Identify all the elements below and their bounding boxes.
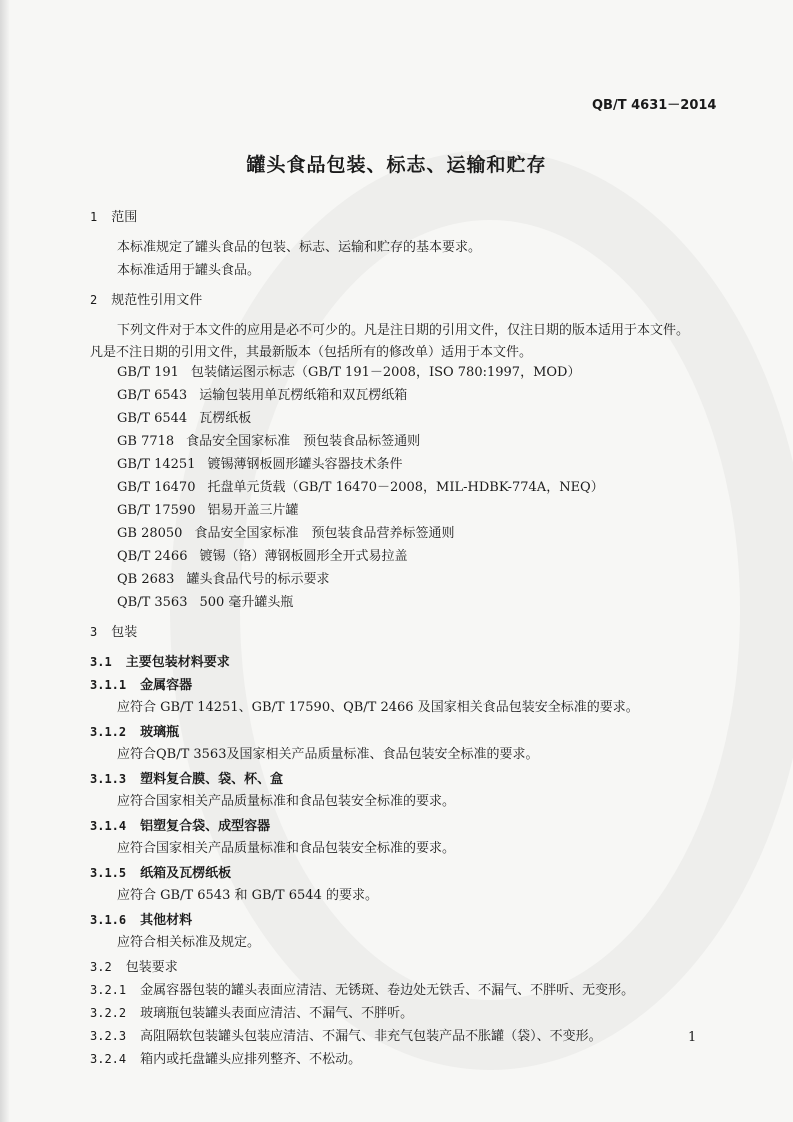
ref-title: 食品安全国家标准 预包装食品标签通则 xyxy=(186,434,421,449)
subsection-heading xyxy=(90,957,178,978)
subsection-title: 塑料复合膜、袋、杯、盒 xyxy=(140,772,284,787)
subsection-heading xyxy=(90,675,192,696)
ref-code: GB/T 6544 xyxy=(117,411,188,426)
section-number: 3 xyxy=(90,625,98,639)
reference-item xyxy=(117,409,251,429)
clause-text: 金属容器包装的罐头表面应清洁、无锈斑、卷边处无铁舌、不漏气、不胖听、无变形。 xyxy=(140,983,635,998)
section-number: 1 xyxy=(90,210,98,224)
clause-number: 3.2.3 xyxy=(90,1029,127,1043)
paragraph: 凡是不注日期的引用文件，其最新版本（包括所有的修改单）适用于本文件。 xyxy=(90,345,533,360)
paragraph: 应符合 GB/T 14251、GB/T 17590、QB/T 2466 及国家相关食品包装安全标准的要求。 xyxy=(117,700,639,715)
paragraph: 应符合国家相关产品质量标准和食品包装安全标准的要求。 xyxy=(117,841,456,856)
page-number: 1 xyxy=(688,1030,697,1045)
subsection-heading xyxy=(90,863,231,884)
reference-item xyxy=(117,524,454,544)
ref-code: GB/T 191 xyxy=(117,365,179,380)
ref-title: 铝易开盖三片罐 xyxy=(207,503,299,518)
reference-item xyxy=(117,593,293,613)
reference-item xyxy=(117,386,407,406)
subsection-title: 其他材料 xyxy=(140,913,193,928)
ref-code: GB/T 6543 xyxy=(117,388,188,403)
clause xyxy=(90,980,634,1001)
document-title: 罐头食品包装、标志、运输和贮存 xyxy=(246,154,547,176)
clause xyxy=(90,1003,413,1024)
subsection-number: 3.1.5 xyxy=(90,866,127,880)
ref-title: 镀锡（铬）薄钢板圆形全开式易拉盖 xyxy=(199,549,408,564)
ref-code: QB/T 2466 xyxy=(117,549,188,564)
clause-number: 3.2.1 xyxy=(90,983,127,997)
subsection-title: 铝塑复合袋、成型容器 xyxy=(140,819,271,834)
ref-code: GB/T 17590 xyxy=(117,503,196,518)
clause-text: 箱内或托盘罐头应排列整齐、不松动。 xyxy=(140,1052,362,1067)
reference-item xyxy=(117,432,420,452)
section-title: 包装 xyxy=(111,625,138,640)
standard-code: QB/T 4631－2014 xyxy=(592,98,717,113)
paragraph: 本标准适用于罐头食品。 xyxy=(117,263,261,278)
ref-title: 包装储运图示标志（GB/T 191－2008，ISO 780:1997，MOD） xyxy=(190,365,581,380)
ref-title: 食品安全国家标准 预包装食品营养标签通则 xyxy=(194,526,455,541)
ref-code: GB/T 14251 xyxy=(117,457,196,472)
ref-title: 托盘单元货载（GB/T 16470－2008，MIL-HDBK-774A，NEQ） xyxy=(207,480,604,495)
paragraph: 应符合国家相关产品质量标准和食品包装安全标准的要求。 xyxy=(117,794,456,809)
reference-item xyxy=(117,455,403,475)
section-title: 范围 xyxy=(111,210,138,225)
subsection-title: 包装要求 xyxy=(125,960,178,975)
subsection-title: 主要包装材料要求 xyxy=(125,655,230,670)
ref-title: 500 毫升罐头瓶 xyxy=(199,595,294,610)
reference-item xyxy=(117,363,580,383)
clause-text: 高阻隔软包装罐头包装应清洁、不漏气、非充气包装产品不胀罐（袋）、不变形。 xyxy=(140,1029,602,1044)
subsection-heading xyxy=(90,910,192,931)
subsection-number: 3.1.4 xyxy=(90,819,127,833)
reference-item xyxy=(117,570,329,590)
subsection-title: 金属容器 xyxy=(140,678,193,693)
paragraph: 应符合 GB/T 6543 和 GB/T 6544 的要求。 xyxy=(117,888,378,903)
ref-code: QB 2683 xyxy=(117,572,175,587)
ref-title: 罐头食品代号的标示要求 xyxy=(186,572,330,587)
clause-number: 3.2.4 xyxy=(90,1052,127,1066)
paragraph: 下列文件对于本文件的应用是必不可少的。凡是注日期的引用文件，仅注日期的版本适用于本文件。 xyxy=(117,323,690,338)
section-3-heading xyxy=(90,622,137,643)
reference-item xyxy=(117,501,299,521)
subsection-title: 纸箱及瓦楞纸板 xyxy=(140,866,232,881)
subsection-number: 3.1.1 xyxy=(90,678,127,692)
paragraph: 应符合QB/T 3563及国家相关产品质量标准、食品包装安全标准的要求。 xyxy=(117,747,539,762)
subsection-number: 3.1.6 xyxy=(90,913,127,927)
subsection-title: 玻璃瓶 xyxy=(140,725,180,740)
section-2-heading xyxy=(90,290,202,311)
subsection-number: 3.1 xyxy=(90,655,112,669)
clause xyxy=(90,1026,602,1047)
clause-text: 玻璃瓶包装罐头表面应清洁、不漏气、不胖听。 xyxy=(140,1006,414,1021)
ref-code: GB 7718 xyxy=(117,434,175,449)
reference-item xyxy=(117,547,408,567)
subsection-number: 3.1.2 xyxy=(90,725,127,739)
subsection-heading xyxy=(90,816,270,837)
section-number: 2 xyxy=(90,293,98,307)
section-title: 规范性引用文件 xyxy=(111,293,203,308)
ref-title: 瓦楞纸板 xyxy=(199,411,252,426)
reference-item xyxy=(117,478,604,498)
subsection-number: 3.1.3 xyxy=(90,772,127,786)
paragraph: 本标准规定了罐头食品的包装、标志、运输和贮存的基本要求。 xyxy=(117,240,482,255)
ref-code: GB/T 16470 xyxy=(117,480,196,495)
ref-code: QB/T 3563 xyxy=(117,595,188,610)
paragraph: 应符合相关标准及规定。 xyxy=(117,935,261,950)
subsection-heading xyxy=(90,769,283,790)
section-1-heading xyxy=(90,207,137,228)
ref-title: 镀锡薄钢板圆形罐头容器技术条件 xyxy=(207,457,403,472)
ref-title: 运输包装用单瓦楞纸箱和双瓦楞纸箱 xyxy=(199,388,408,403)
clause-number: 3.2.2 xyxy=(90,1006,127,1020)
subsection-number: 3.2 xyxy=(90,960,112,974)
subsection-heading xyxy=(90,652,230,673)
clause xyxy=(90,1049,361,1070)
ref-code: GB 28050 xyxy=(117,526,183,541)
subsection-heading xyxy=(90,722,179,743)
